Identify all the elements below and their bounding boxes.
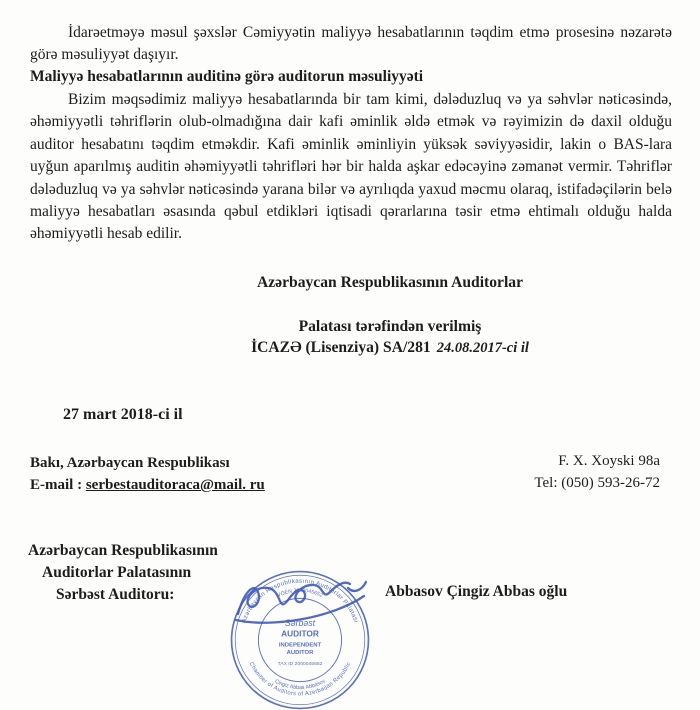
signer-name: Abbasov Çingiz Abbas oğlu — [385, 583, 568, 600]
signer-line-1: Azərbaycan Respublikasının — [28, 542, 218, 559]
license-line-2: Palatası tərəfindən verilmiş — [298, 318, 482, 335]
paragraph-auditor-responsibility: Bizim məqsədimiz maliyyə hesabatlarında bir tam kimi, dələduzluq və ya səhvlər nəticəsində, əhəmiyyətli təhriflərin olub-olmadığına dair kafi əminlik əldə etmək və rəyimizin də daxil olduğu auditor hesabatını təqdim etməkdir. Kafi əminlik əminliyin yüksək səviyyəsidir, lakin o BAS-lara uyğun aparılmış auditin əhəmiyyətli təhrifləri hər bir halda aşkar edəcəyinə zəmanət vermir. Təhriflər dələduzluq və ya səhvlər nəticəsində yarana bilər və ayrılıqda yaxud məcmu olaraq, istifadəçilərin belə maliyyə hesabatları əsasında qəbul etdikləri iqtisadi qərarlarına təsir etmə ehtimalı olduğu halda əhəmiyyətli hesab edilir. — [30, 91, 672, 243]
signer-block — [28, 540, 218, 606]
license-line-3 — [90, 337, 690, 359]
paragraph-management-responsibility: İdarəetməyə məsul şəxslər Cəmiyyətin maliyyə hesabatlarının təqdim etmə prosesinə nəzarətə görə məsuliyyət daşıyır. — [30, 24, 672, 64]
report-date: 27 mart 2018-ci il — [63, 406, 183, 423]
license-number: İCAZƏ (Lisenziya) SA/281 — [251, 339, 431, 356]
city-line: Bakı, Azərbaycan Respublikası — [30, 455, 230, 471]
contact-right-column — [534, 450, 660, 494]
license-date: 24.08.2017-ci il — [436, 340, 529, 356]
contact-left-column — [30, 452, 265, 496]
stamp-label-az: Sərbəst — [284, 618, 316, 629]
address-line: F. X. Xoyski 98a — [558, 453, 660, 469]
stamp-name-text: Çingiz Abbas Abbasov — [273, 678, 327, 692]
stamp-label-independent: INDEPENDENT — [278, 642, 322, 649]
signer-line-2: Auditorlar Palatasının — [42, 564, 192, 581]
license-line-1: Azərbaycan Respublikasının Auditorlar — [257, 274, 523, 291]
stamp-ring-bottom-text: Chamber of Auditors of Azerbaijan Republic — [247, 661, 353, 698]
stamp-label-auditor: AUDITOR — [281, 628, 319, 639]
stamp-ring-top-text: Azərbaycan Respublikasının Auditorlar Palatası — [240, 577, 360, 624]
section-heading: Maliyyə hesabatlarının auditinə görə auditorun məsuliyyəti — [30, 68, 424, 85]
stamp-taxid-text: TAX ID 2000045652 — [277, 660, 323, 667]
email-link[interactable]: serbestauditoraca@mail. ru — [85, 477, 265, 493]
signature-scribble-icon — [232, 552, 372, 630]
stamp-label-auditor2: AUDITOR — [286, 649, 314, 656]
license-block — [90, 272, 690, 359]
phone-line: Tel: (050) 593-26-72 — [534, 475, 660, 491]
stamp-voen-text: VÖEN 2000045652 — [276, 587, 324, 599]
email-label: E-mail : — [30, 477, 83, 493]
email-line — [30, 474, 265, 496]
signer-line-3: Sərbəst Auditoru: — [56, 586, 175, 603]
